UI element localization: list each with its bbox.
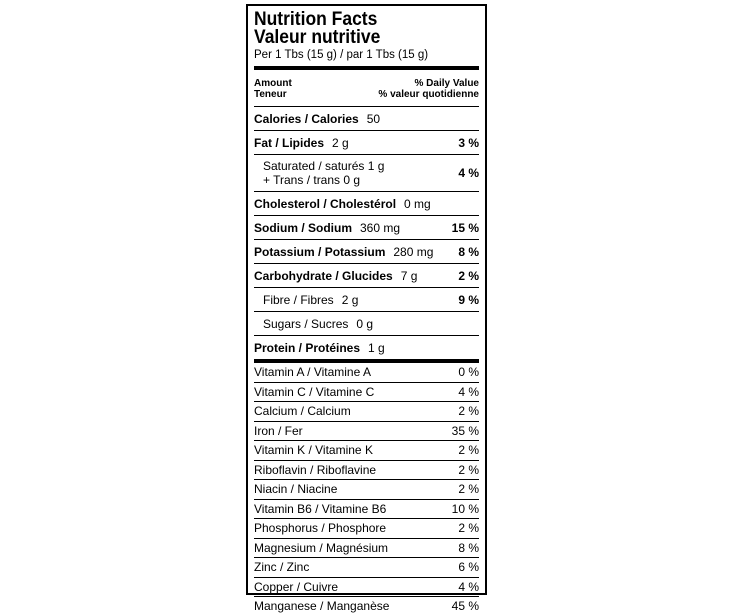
vitamin-row [254,461,479,480]
vitamin-row [254,480,479,499]
vitamin-row [254,383,479,402]
nutrient-section [254,106,479,616]
vitamin-row [254,578,479,597]
vitamin-value: 2 [458,462,465,477]
vitamin-value: 10 [451,501,465,516]
vitamin-value: 35 [451,423,465,438]
vitamin-label: Calcium / Calcium [254,404,351,419]
percent-sign: % [468,423,479,438]
potassium-row: Potassium / Potassium 280 mg 8 % [254,244,479,259]
vitamin-label: Copper / Cuivre [254,579,339,594]
cholesterol-row: Cholesterol / Cholestérol 0 mg [254,196,431,211]
calories-row: Calories / Calories 50 [254,111,381,126]
vitamin-row [254,441,479,460]
percent-sign: % [468,560,479,575]
vitamin-label: Riboflavin / Riboflavine [254,462,377,477]
vitamin-label: Phosphorus / Phosphore [254,521,387,536]
vitamin-value: 2 [458,443,465,458]
carbohydrate-row: Carbohydrate / Glucides 7 g 2 % [254,268,479,283]
percent-sign: % [468,521,479,536]
vitamin-label: Iron / Fer [254,423,303,438]
vitamin-row [254,558,479,577]
nutrition-facts-panel [246,4,487,614]
vitamin-row [254,500,479,519]
vitamin-row [254,539,479,558]
title-english: Nutrition Facts [254,9,378,30]
vitamin-value: 4 [458,384,465,399]
vitamin-label: Niacin / Niacine [254,482,338,497]
divider-thick [254,66,479,70]
sugars-row: Sugars / Sucres 0 g [263,316,374,331]
vitamin-value: 6 [458,560,465,575]
daily-value-header: % Daily Value % valeur quotidienne [378,78,479,100]
title-french: Valeur nutritive [254,27,381,48]
percent-sign: % [468,443,479,458]
vitamin-row [254,402,479,421]
vitamin-value: 45 [451,599,465,614]
vitamin-value: 8 [458,540,465,555]
vitamin-label: Manganese / Manganèse [254,599,390,614]
vitamin-value: 2 [458,521,465,536]
fibre-row: Fibre / Fibres 2 g 9 % [263,292,479,307]
serving-size: Per 1 Tbs (15 g) / par 1 Tbs (15 g) [254,49,429,61]
vitamin-label: Magnesium / Magnésium [254,540,389,555]
vitamin-label: Vitamin B6 / Vitamine B6 [254,501,387,516]
vitamin-value: 4 [458,579,465,594]
vitamin-label: Vitamin A / Vitamine A [254,365,371,380]
fat-row: Fat / Lipides 2 g 3 % [254,135,479,150]
percent-sign: % [468,404,479,419]
protein-row: Protein / Protéines 1 g [254,340,385,355]
vitamin-value: 0 [458,365,465,380]
vitamin-value: 2 [458,404,465,419]
vitamin-row [254,422,479,441]
vitamin-label: Vitamin K / Vitamine K [254,443,373,458]
percent-sign: % [468,540,479,555]
vitamin-label: Zinc / Zinc [254,560,310,575]
vitamin-mineral-list [254,363,479,616]
percent-sign: % [468,365,479,380]
vitamin-label: Vitamin C / Vitamine C [254,384,375,399]
percent-sign: % [468,482,479,497]
sodium-row: Sodium / Sodium 360 mg 15 % [254,220,479,235]
amount-header: Amount Teneur [254,78,292,100]
vitamin-value: 2 [458,482,465,497]
vitamin-row [254,519,479,538]
percent-sign: % [468,579,479,594]
vitamin-row [254,363,479,382]
percent-sign: % [468,599,479,614]
saturated-trans-row: Saturated / saturés 1 g + Trans / trans 0 g 4 % [263,159,479,187]
percent-sign: % [468,384,479,399]
percent-sign: % [468,501,479,516]
percent-sign: % [468,462,479,477]
